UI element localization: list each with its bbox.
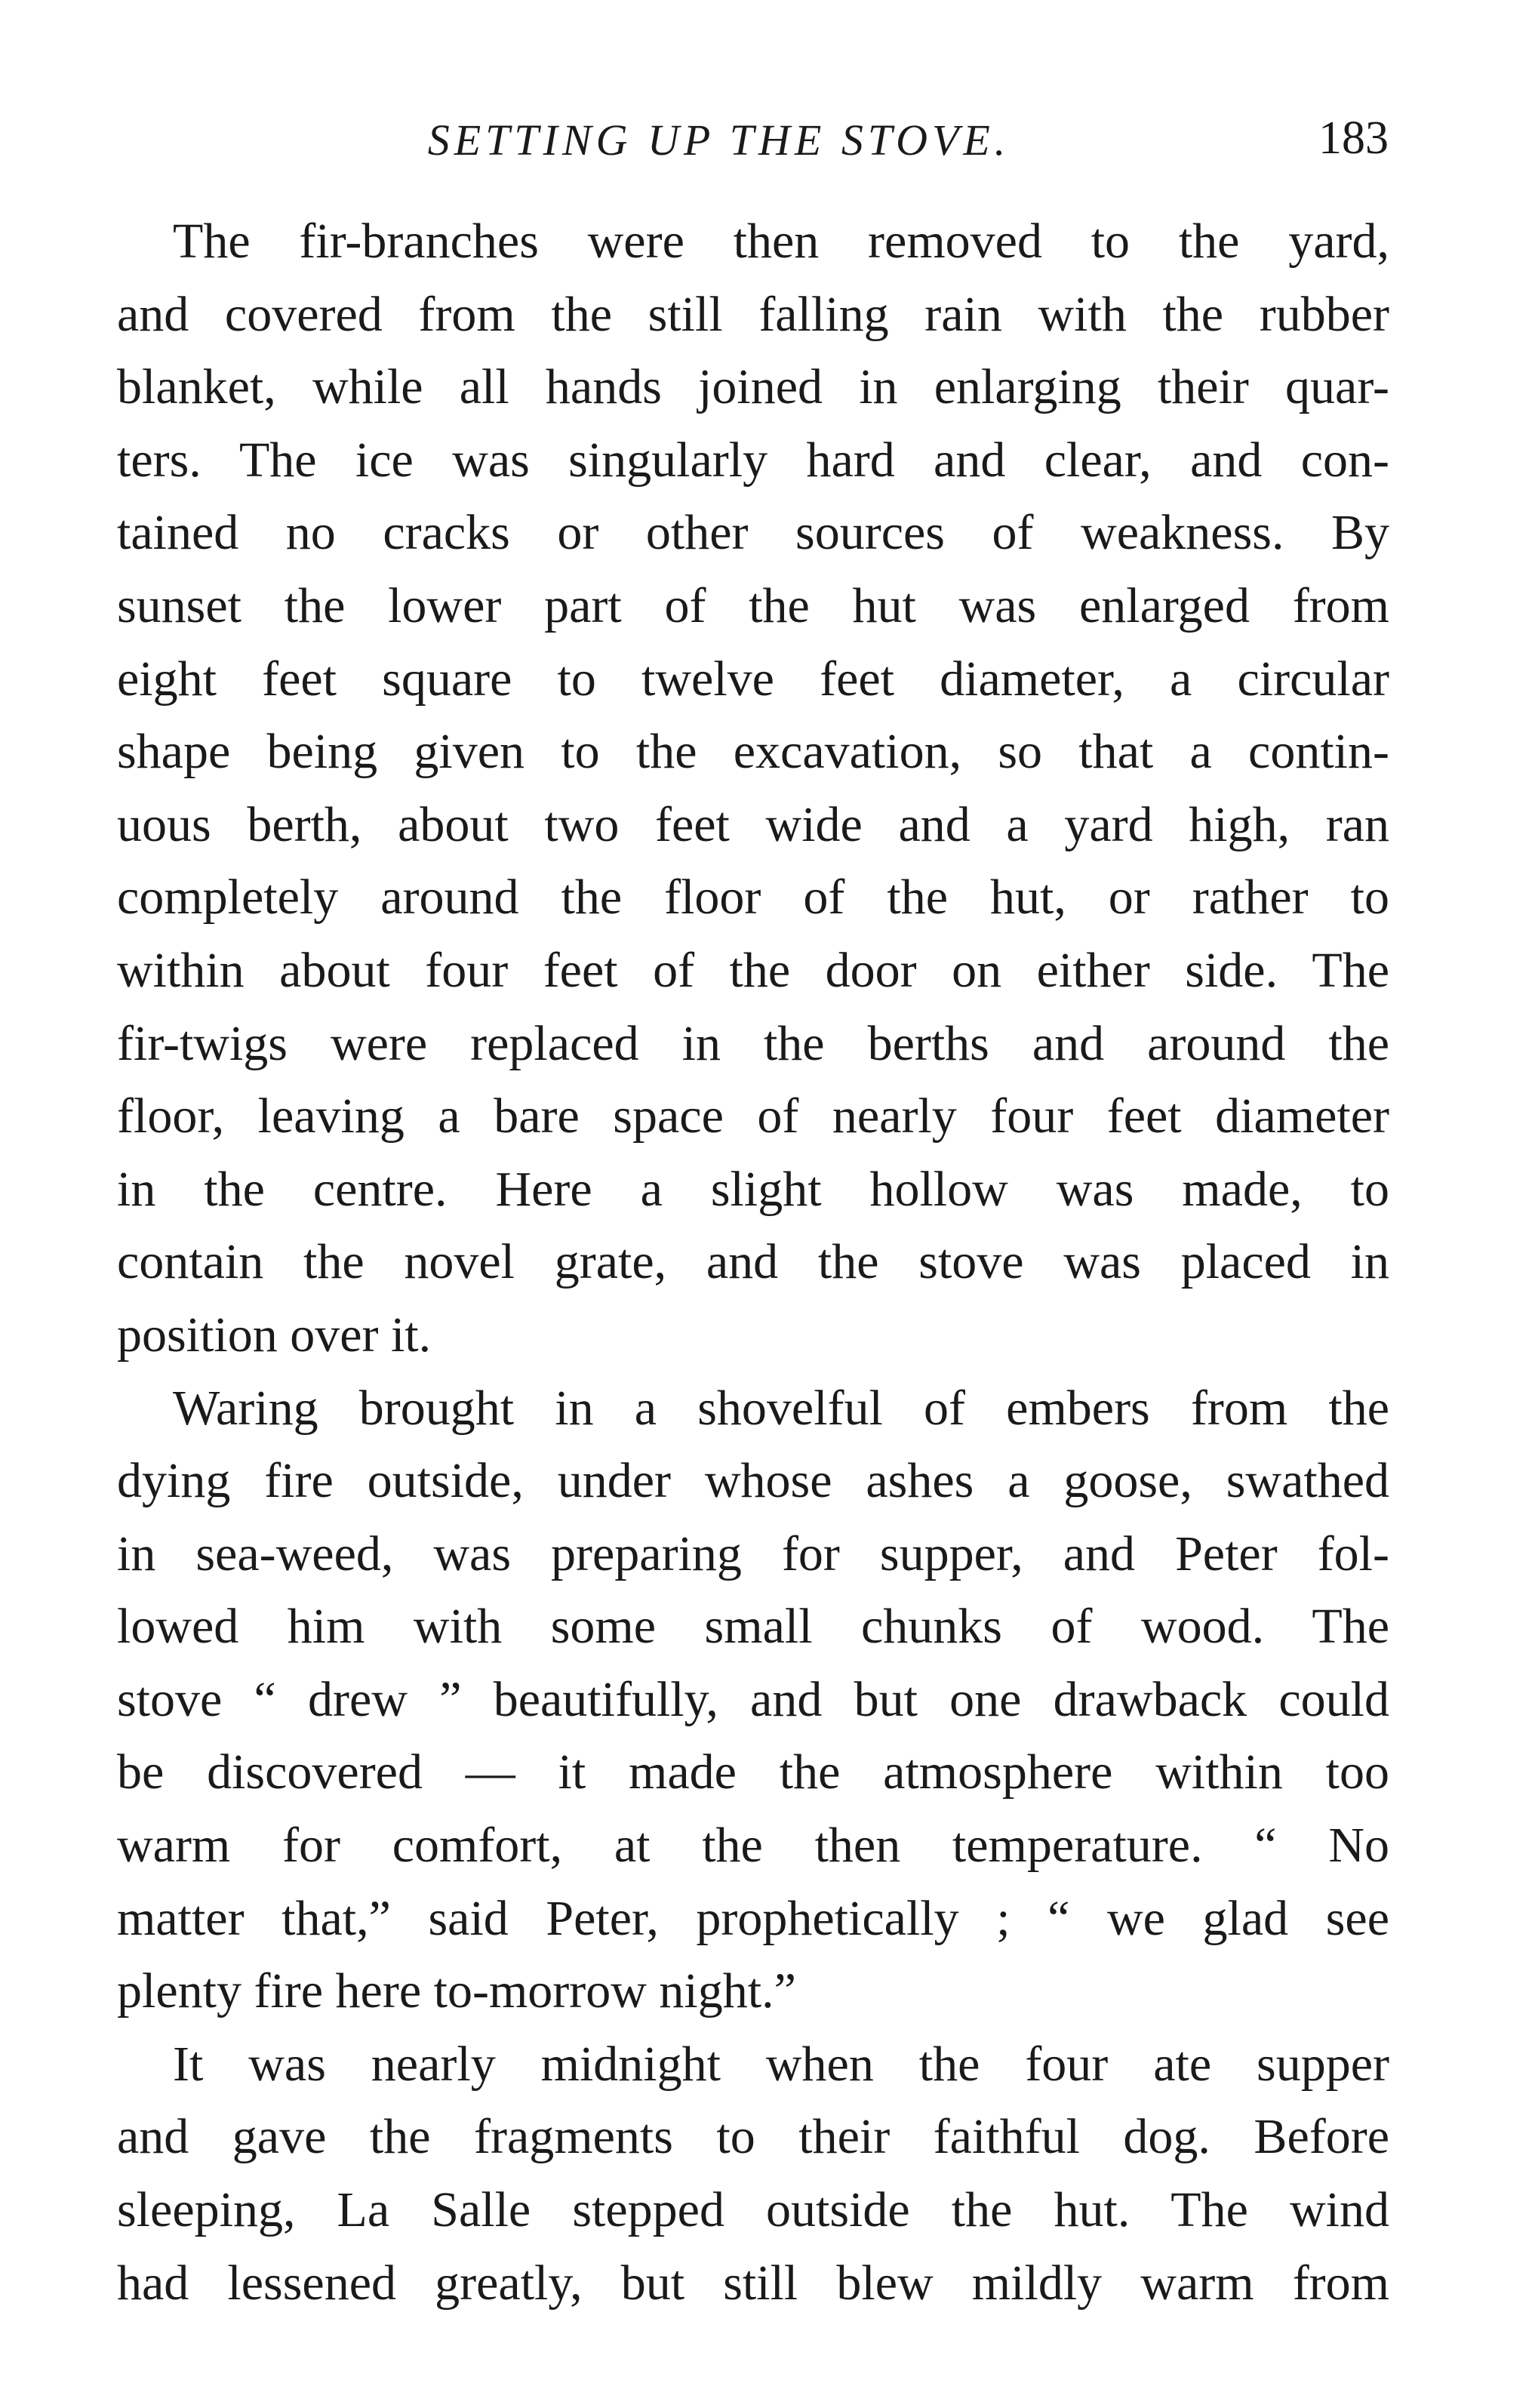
text-line: lowed him with some small chunks of wood. The [117, 1599, 1389, 1655]
text-line: warm for comfort, at the then temperature. “ No [117, 1818, 1389, 1874]
text-line: stove “ drew ” beautifully, and but one drawback could [117, 1671, 1389, 1727]
text-line: tained no cracks or other sources of weakness. By [117, 505, 1389, 561]
text-line: matter that,” said Peter, prophetically ; “ we glad see [117, 1890, 1389, 1946]
page-number: 183 [1318, 112, 1389, 164]
text-line: ters. The ice was singularly hard and clear, and con- [117, 432, 1389, 488]
text-line: position over it. [117, 1307, 432, 1363]
text-line: Waring brought in a shovelful of embers from the [173, 1380, 1389, 1436]
text-line: sunset the lower part of the hut was enlarged from [117, 577, 1389, 633]
text-line: fir-twigs were replaced in the berths and around the [117, 1015, 1389, 1071]
chapter-running-title: SETTING UP THE STOVE. [427, 115, 1011, 165]
text-line: contain the novel grate, and the stove was placed in [117, 1234, 1389, 1290]
text-line: It was nearly midnight when the four ate supper [173, 2036, 1389, 2092]
text-line: floor, leaving a bare space of nearly four feet diameter [117, 1089, 1389, 1144]
text-line: and gave the fragments to their faithful dog. Before [117, 2109, 1389, 2165]
text-line: eight feet square to twelve feet diameter, a circular [117, 651, 1389, 707]
text-line: in sea-weed, was preparing for supper, and Peter fol- [117, 1526, 1389, 1581]
running-head [117, 106, 1389, 174]
paragraph [117, 1372, 1389, 2028]
text-line: be discovered — it made the atmosphere within too [117, 1744, 1389, 1800]
text-line: and covered from the still falling rain with the rubber [117, 286, 1389, 342]
text-line: blanket, while all hands joined in enlarging their quar- [117, 359, 1389, 415]
text-line: plenty fire here to-morrow night.” [117, 1963, 796, 2019]
paragraph [117, 205, 1389, 1372]
text-line: had lessened greatly, but still blew mildly warm from [117, 2255, 1389, 2311]
text-line: The fir-branches were then removed to the yard, [173, 214, 1389, 269]
text-line: completely around the floor of the hut, or rather to [117, 870, 1389, 925]
text-line: uous berth, about two feet wide and a yard high, ran [117, 796, 1389, 852]
text-line: sleeping, La Salle stepped outside the hut. The wind [117, 2182, 1389, 2238]
paragraph [117, 2028, 1389, 2320]
text-line: shape being given to the excavation, so that a contin- [117, 724, 1389, 780]
body-text [117, 205, 1389, 2320]
text-line: in the centre. Here a slight hollow was made, to [117, 1161, 1389, 1217]
text-line: dying fire outside, under whose ashes a goose, swathed [117, 1453, 1389, 1509]
text-line: within about four feet of the door on either side. The [117, 942, 1389, 998]
